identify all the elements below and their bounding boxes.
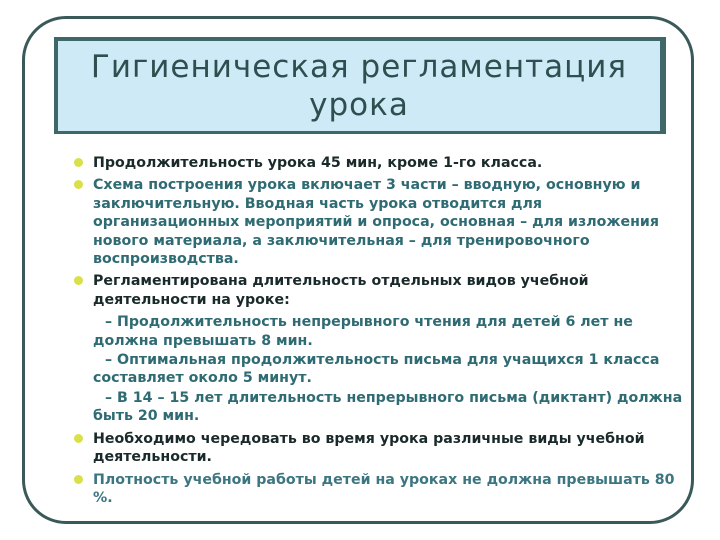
sub-item — [68, 389, 688, 426]
slide-content — [68, 154, 688, 511]
list-item-text: Продолжительность урока 45 мин, кроме 1-го класса. — [93, 155, 543, 171]
list-item-text: Схема построения урока включает 3 части – вводную, основную и заключительную. Вводная часть урока отводится для организационных мероприятий и опроса, основная – для изложения нового материала, а заключительная – для тренировочного воспроизводства. — [93, 177, 659, 268]
list-item — [68, 430, 688, 467]
bullet-icon — [74, 276, 83, 285]
sub-item-text: – Продолжительность непрерывного чтения для детей 6 лет не должна превышать 8 мин. — [93, 314, 633, 349]
sub-item — [68, 313, 688, 350]
bullet-icon — [74, 180, 83, 189]
title-box — [58, 41, 660, 131]
list-item-text: Плотность учебной работы детей на уроках не должна превышать 80 %. — [93, 471, 675, 506]
bullet-icon — [74, 475, 83, 484]
slide-title: Гигиеническая регламентация урока — [90, 49, 628, 123]
list-item — [68, 176, 688, 268]
list-item — [68, 471, 688, 508]
bullet-icon — [74, 158, 83, 167]
sub-item-text: – В 14 – 15 лет длительность непрерывного письма (диктант) должна быть 20 мин. — [93, 389, 683, 425]
list-item — [68, 154, 688, 172]
bullet-icon — [74, 434, 83, 443]
list-item-text: Необходимо чередовать во время урока различные виды учебной деятельности. — [93, 430, 645, 466]
sub-item-text: – Оптимальная продолжительность письма для учащихся 1 класса составляет около 5 минут. — [93, 352, 660, 387]
list-item — [68, 272, 688, 309]
list-item-text: Регламентирована длительность отдельных видов учебной деятельности на уроке: — [93, 273, 589, 308]
sub-item — [68, 351, 688, 388]
